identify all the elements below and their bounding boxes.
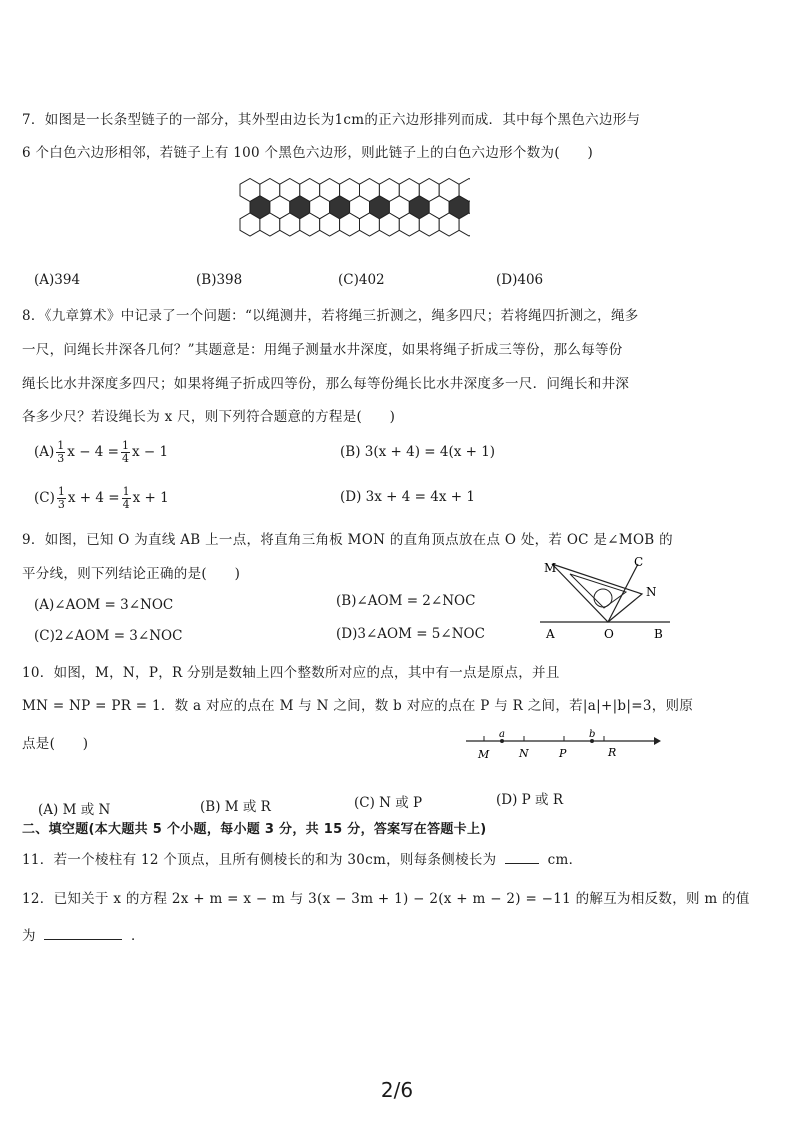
section-heading: 二、填空题(本大题共 5 个小题，每小题 3 分，共 15 分，答案写在答题卡上)	[22, 822, 487, 837]
answer-blank[interactable]	[505, 863, 539, 864]
q9-line1: 9．如图，已知 O 为直线 AB 上一点，将直角三角板 MON 的直角顶点放在点 O 处，若 OC 是∠MOB 的	[22, 532, 673, 548]
fraction: $\frac{1}{4}$	[122, 485, 130, 511]
q8-option-b: (B) 3(x + 4) = 4(x + 1)	[340, 444, 496, 460]
q11-text: 11．若一个棱柱有 12 个顶点，且所有侧棱长的和为 30cm，则每条侧棱长为	[22, 852, 497, 868]
q11-unit: cm．	[547, 852, 583, 868]
label-C: C	[634, 556, 644, 569]
label-O: O	[604, 627, 614, 641]
label-b: b	[589, 729, 596, 740]
label-N: N	[519, 747, 529, 760]
label-M: M	[478, 748, 490, 761]
number-line-figure	[462, 728, 662, 768]
q9-line2: 平分线，则下列结论正确的是( )	[22, 566, 241, 582]
q7-option-a: (A)394	[34, 272, 81, 288]
label-a: a	[499, 729, 505, 740]
q8-line1: 8．《九章算术》中记录了一个问题：“以绳测井，若将绳三折测之，绳多四尺；若将绳四折测之，绳多	[22, 308, 639, 324]
label-P: P	[559, 747, 567, 760]
fraction: $\frac{1}{3}$	[57, 439, 65, 465]
q8-line3: 绳长比水井深度多四尺；如果将绳子折成四等份，那么每等份绳长比水井深度多一尺．问绳长和井深	[22, 376, 630, 392]
label-M: M	[544, 561, 557, 575]
q8-line4: 各多少尺？若设绳长为 x 尺，则下列符合题意的方程是( )	[22, 409, 396, 425]
q10-option-a: (A) M 或 N	[38, 802, 111, 818]
q8-option-a: (A) $\frac{1}{3}$ x − 4 = $\frac{1}{4}$ x − 1	[34, 439, 169, 465]
q7-option-c: (C)402	[338, 272, 385, 288]
q10-option-d: (D) P 或 R	[496, 792, 563, 808]
fraction: $\frac{1}{3}$	[57, 485, 65, 511]
q9-option-a: (A)∠AOM = 3∠NOC	[34, 597, 174, 613]
q12-suffix: ．	[131, 928, 145, 944]
q9-option-b: (B)∠AOM = 2∠NOC	[336, 593, 476, 609]
q7-option-b: (B)398	[196, 272, 243, 288]
q10-line3: 点是( )	[22, 736, 89, 752]
q7-line1: 7．如图是一长条型链子的一部分，其外型由边长为1cm的正六边形排列而成．其中每个黑色六边形与	[22, 112, 641, 128]
q10-line1: 10．如图，M，N，P，R 分别是数轴上四个整数所对应的点，其中有一点是原点，并且	[22, 665, 560, 681]
q7-option-d: (D)406	[496, 272, 544, 288]
q8-line2: 一尺，问绳长井深各几何？”其题意是：用绳子测量水井深度，如果将绳子折成三等份，那么每等份	[22, 342, 623, 358]
label-R: R	[608, 746, 617, 759]
q9-option-d: (D)3∠AOM = 5∠NOC	[336, 626, 485, 642]
answer-blank[interactable]	[44, 939, 122, 940]
q8-option-c: (C) $\frac{1}{3}$ x + 4 = $\frac{1}{4}$ x + 1	[34, 485, 169, 511]
q10-option-c: (C) N 或 P	[354, 795, 423, 811]
q11-line	[22, 848, 582, 868]
angle-figure	[530, 556, 680, 642]
q7-line2: 6 个白色六边形相邻，若链子上有 100 个黑色六边形，则此链子上的白色六边形个数为( )	[22, 145, 594, 161]
q9-option-c: (C)2∠AOM = 3∠NOC	[34, 628, 183, 644]
label-B: B	[654, 627, 663, 641]
fraction: $\frac{1}{4}$	[122, 439, 129, 465]
label-N: N	[646, 585, 657, 599]
q8-option-d: (D) 3x + 4 = 4x + 1	[340, 489, 475, 505]
q10-line2: MN = NP = PR = 1．数 a 对应的点在 M 与 N 之间，数 b 对应的点在 P 与 R 之间，若|a|+|b|=3，则原	[22, 698, 694, 714]
q10-option-b: (B) M 或 R	[200, 799, 271, 815]
label-A: A	[546, 627, 555, 641]
q12-line1: 12．已知关于 x 的方程 2x + m = x − m 与 3(x − 3m + 1) − 2(x + m − 2) = −11 的解互为相反数，则 m 的值	[22, 891, 750, 907]
q12-line2	[22, 924, 145, 944]
hexagon-chain-figure	[230, 178, 470, 246]
q12-prefix: 为	[22, 928, 36, 944]
page-number: 2/6	[380, 1078, 414, 1102]
